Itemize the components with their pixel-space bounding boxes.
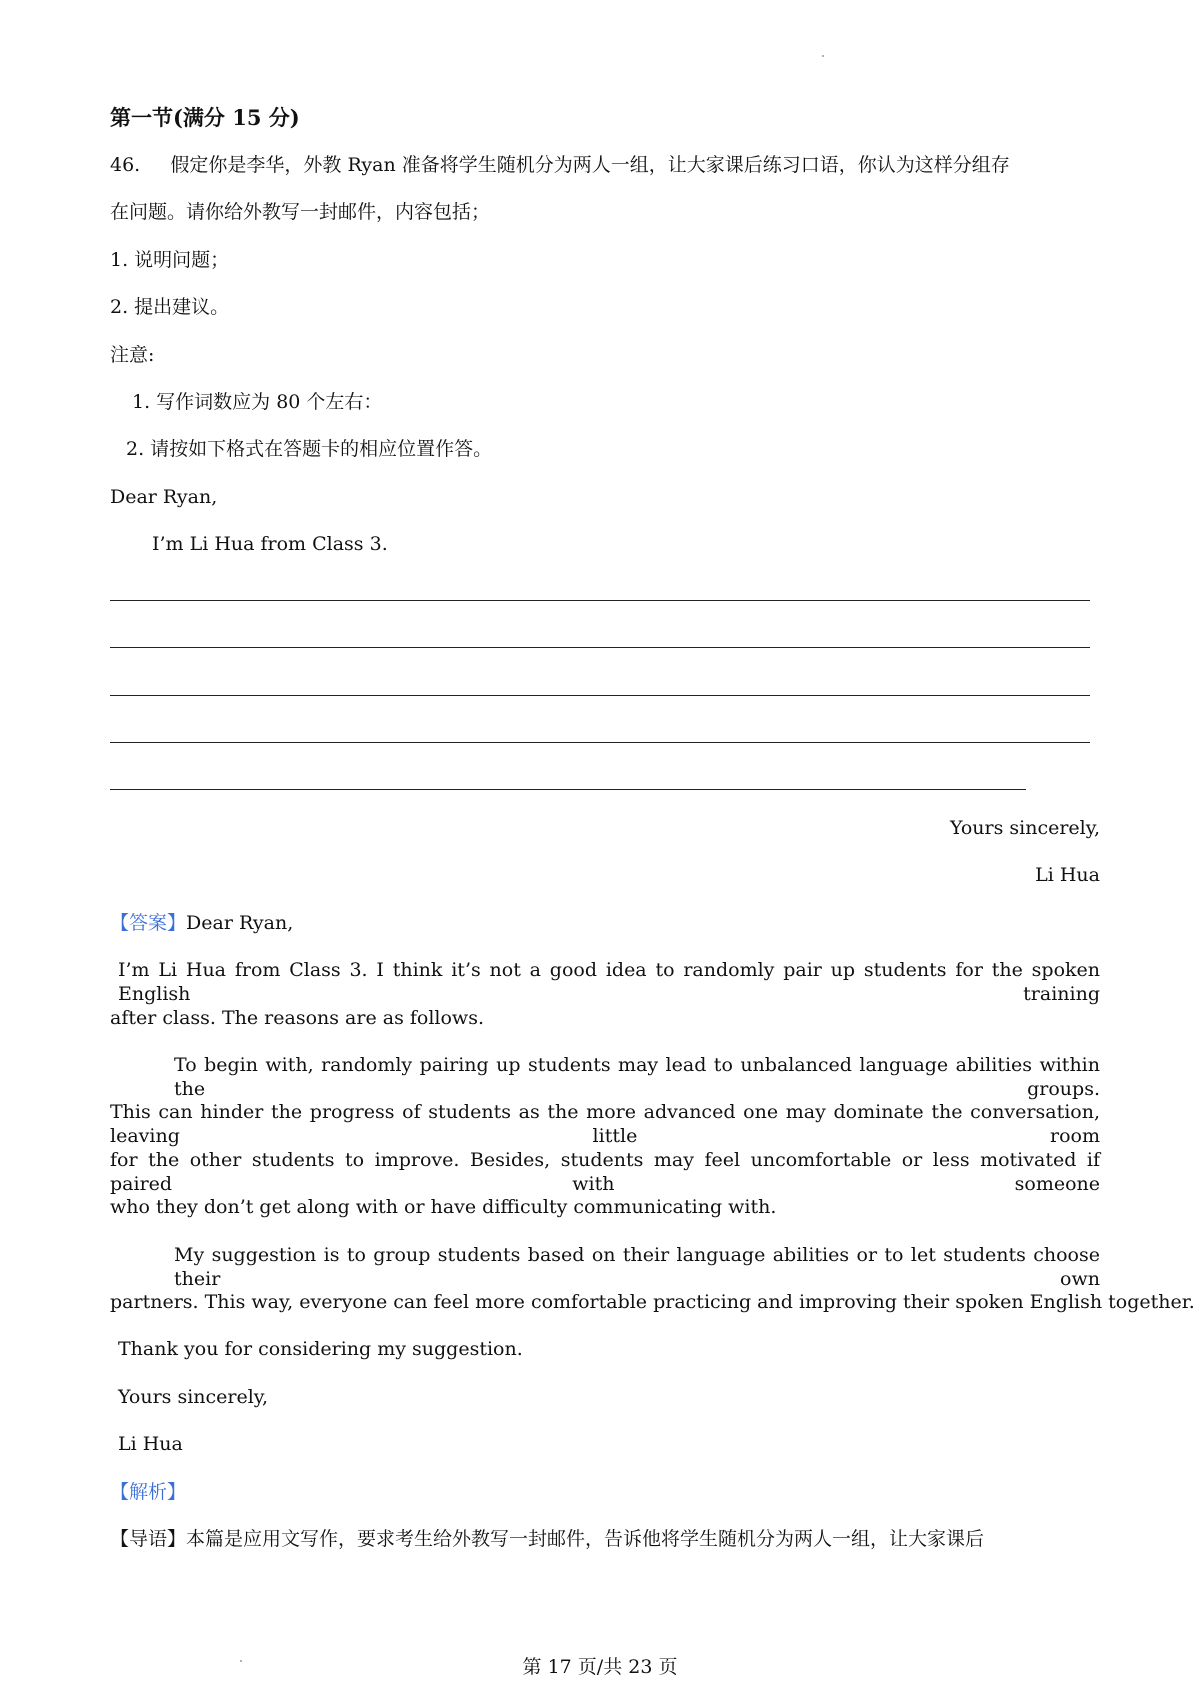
answer-blank-line [110,695,1090,696]
question-number: 46. [110,154,141,176]
answer-blank-line [110,647,1090,648]
answer-tag: 【答案】 [110,912,187,934]
guide-tag: 【导语】 [110,1528,187,1550]
note-item-1: 1. 写作词数应为 80 个左右： [132,391,383,413]
section-title: 第一节(满分 15 分) [110,105,300,130]
answer-paragraph-3-line-2: partners. This way, everyone can feel more comfortable practicing and improving their spoken English together. [110,1291,1195,1313]
question-text-1: 假定你是李华，外教 Ryan 准备将学生随机分为两人一组，让大家课后练习口语，你认为这样分组存 [170,154,1010,176]
note-label: 注意: [110,344,155,366]
question-line-1 [110,153,1100,177]
answer-paragraph-2-line-4: who they don’t get along with or have difficulty communicating with. [110,1196,777,1218]
answer-header [110,911,1100,935]
template-closing: Yours sincerely, [949,817,1100,839]
answer-paragraph-3-line-1: My suggestion is to group students based on their language abilities or to let students choose their own [174,1244,1100,1290]
analysis-tag: 【解析】 [110,1481,187,1503]
answer-paragraph-2-line-2: This can hinder the progress of students as the more advanced one may dominate the conversation, leaving little room [110,1101,1100,1147]
page-footer: 第 17 页/共 23 页 [522,1656,678,1678]
answer-blank-line [110,742,1090,743]
requirement-item-1: 1. 说明问题； [110,249,230,271]
template-signature: Li Hua [1035,864,1100,886]
template-greeting: Dear Ryan, [110,486,218,508]
answer-blank-line [110,789,1026,790]
answer-blank-line [110,600,1090,601]
answer-paragraph-2-line-1: To begin with, randomly pairing up students may lead to unbalanced language abilities within the groups. [174,1054,1100,1100]
note-item-2: 2. 请按如下格式在答题卡的相应位置作答。 [126,438,493,460]
answer-thanks: Thank you for considering my suggestion. [118,1338,523,1360]
template-opening: I’m Li Hua from Class 3. [152,533,388,555]
answer-paragraph-1-line-1: I’m Li Hua from Class 3. I think it’s not a good idea to randomly pair up students for the spoken English training [118,959,1100,1005]
answer-greeting: Dear Ryan, [186,912,294,934]
requirement-item-2: 2. 提出建议。 [110,296,230,318]
guide-line [110,1527,1100,1551]
answer-paragraph-2-line-3: for the other students to improve. Besides, students may feel uncomfortable or less motivated if paired with someone [110,1149,1100,1195]
answer-closing: Yours sincerely, [118,1386,269,1408]
answer-paragraph-1-line-2: after class. The reasons are as follows. [110,1007,484,1029]
scan-speck [822,55,824,57]
answer-signature: Li Hua [118,1433,183,1455]
guide-text: 本篇是应用文写作，要求考生给外教写一封邮件，告诉他将学生随机分为两人一组，让大家课后 [186,1528,985,1550]
question-line-2: 在问题。请你给外教写一封邮件，内容包括； [110,201,491,223]
